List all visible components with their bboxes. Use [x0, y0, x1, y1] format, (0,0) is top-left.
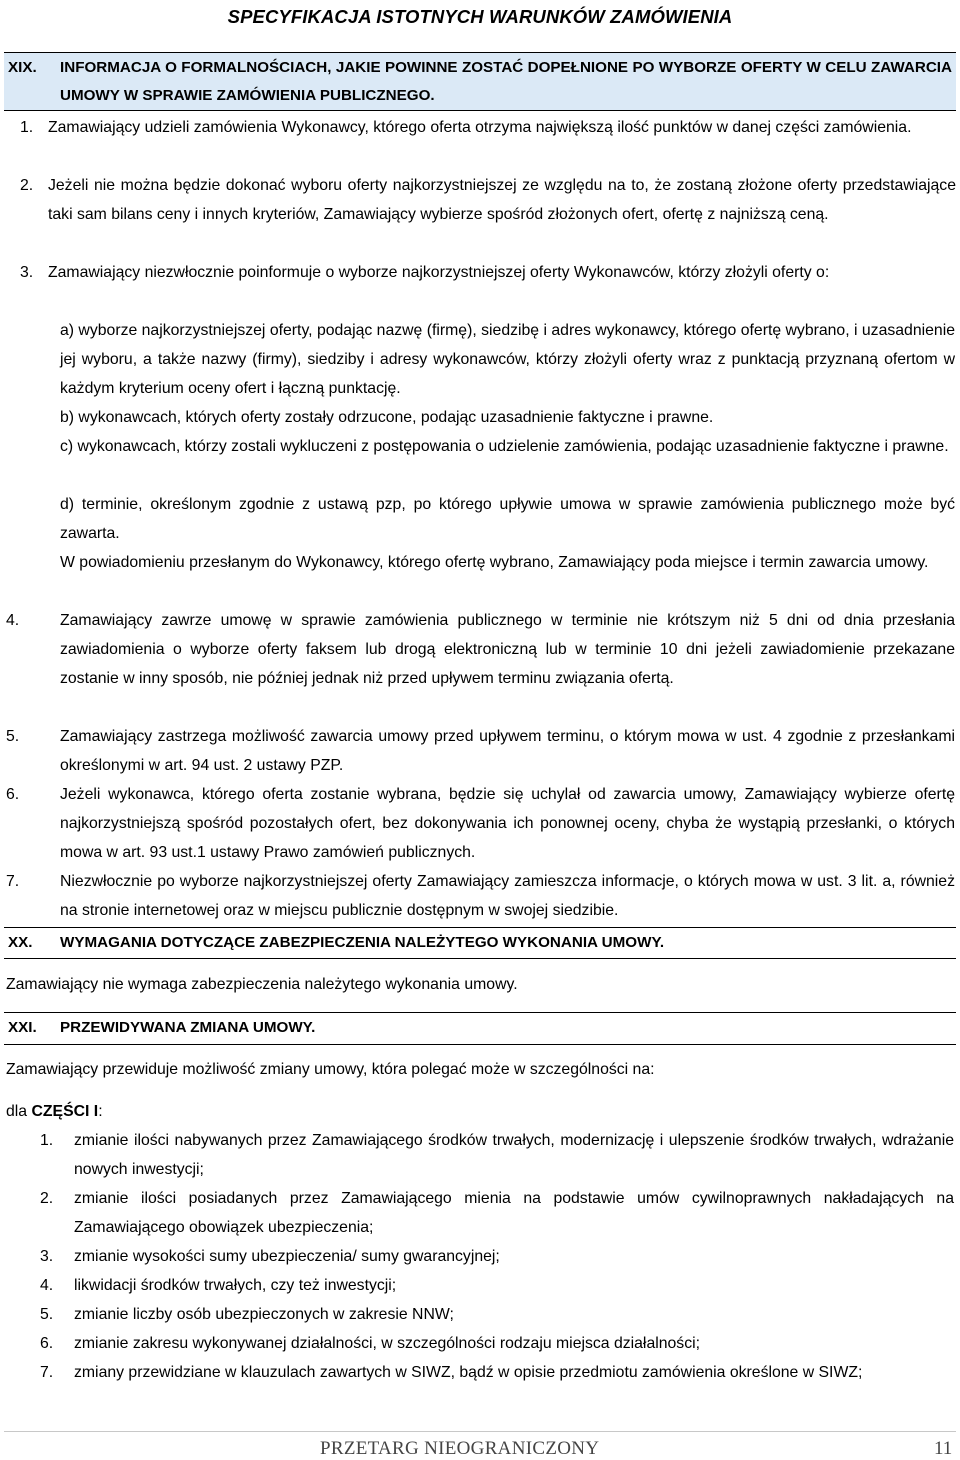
sub-item-b: b) wykonawcach, których oferty zostały odrzucone, podając uzasadnienie faktyczne i prawne. — [60, 409, 714, 426]
list-item — [20, 171, 956, 258]
list-item-text: likwidacji środków trwałych, czy też inwestycji; — [74, 1277, 397, 1294]
section-20-text: Zamawiający nie wymaga zabezpieczenia należytego wykonania umowy. — [6, 976, 518, 993]
list-item-number: 6. — [40, 1335, 54, 1352]
sub-item-c: c) wykonawcach, którzy zostali wykluczeni z postępowania o udzielenie zamówienia, podając uzasadnienie faktyczne i prawne. — [60, 438, 949, 455]
section-21-intro: Zamawiający przewiduje możliwość zmiany umowy, która polegać może w szczególności na: — [6, 1061, 655, 1078]
list-item-number: 2. — [20, 177, 34, 194]
list-item-number: 4. — [6, 612, 20, 629]
list-item — [40, 1126, 954, 1184]
list-item — [20, 258, 956, 316]
section-21-title: PRZEWIDYWANA ZMIANA UMOWY. — [60, 1019, 316, 1036]
list-item — [40, 1358, 954, 1416]
list-item-number: 3. — [20, 264, 34, 281]
list-item — [40, 1271, 954, 1300]
list-item-text: Jeżeli nie można będzie dokonać wyboru oferty najkorzystniejszej ze względu na to, że zostaną złożone oferty przedstawiające taki sam bilans ceny i innych kryteriów, Zamawiający wybierze spośród złożonych ofert, ofertę z najniższą ceną. — [48, 177, 956, 223]
list-item — [6, 722, 956, 780]
section-20-number: XX. — [8, 934, 33, 951]
list-item — [6, 867, 956, 925]
footer-label: PRZETARG NIEOGRANICZONY — [320, 1438, 600, 1459]
list-item-text: zmiany przewidziane w klauzulach zawartych w SIWZ, bądź w opisie przedmiotu zamówienia określone w SIWZ; — [74, 1364, 863, 1381]
section-20-title: WYMAGANIA DOTYCZĄCE ZABEZPIECZENIA NALEŻYTEGO WYKONANIA UMOWY. — [60, 934, 665, 951]
list-item-text: Niezwłocznie po wyborze najkorzystniejszej oferty Zamawiający zamieszcza informacje, o których mowa w ust. 3 lit. a, również na stronie internetowej oraz w miejscu publicznie dostępnym w swojej siedzibie. — [60, 873, 955, 919]
list-item-number: 3. — [40, 1248, 54, 1265]
section-19-title: INFORMACJA O FORMALNOŚCIACH, JAKIE POWINNE ZOSTAĆ DOPEŁNIONE PO WYBORZE OFERTY W CELU ZAWARCIA UMOWY W SPRAWIE ZAMÓWIENIA PUBLICZNEGO. — [60, 59, 952, 104]
list-item-text: zmianie ilości posiadanych przez Zamawiającego mienia na podstawie umów cywilnoprawnych nakładających na Zamawiającego obowiązek ubezpieczenia; — [74, 1190, 954, 1236]
part-label: dla CZĘŚCI I: — [6, 1103, 103, 1120]
list-item — [40, 1300, 954, 1329]
list-item-number: 1. — [40, 1132, 54, 1149]
list-item — [20, 113, 956, 171]
list-item-text: zmianie wysokości sumy ubezpieczenia/ sumy gwarancyjnej; — [74, 1248, 500, 1265]
list-item-number: 5. — [40, 1306, 54, 1323]
document-header-title: SPECYFIKACJA ISTOTNYCH WARUNKÓW ZAMÓWIENIA — [227, 6, 733, 27]
list-item — [40, 1242, 954, 1271]
list-item-number: 4. — [40, 1277, 54, 1294]
list-item-text: Jeżeli wykonawca, którego oferta zostanie wybrana, będzie się uchylał od zawarcia umowy, Zamawiający wybierze ofertę najkorzystniejszą spośród pozostałych ofert, bez dokonywania ich ponownej oceny, chyba że wystąpią przesłanki, o których mowa w art. 93 ust.1 ustawy Prawo zamówień publicznych. — [60, 786, 955, 861]
section-21-header — [4, 1012, 956, 1045]
part-label-bold: CZĘŚCI I — [31, 1103, 99, 1120]
list-item-number: 5. — [6, 728, 20, 745]
list-item — [40, 1184, 954, 1242]
list-item-text: Zamawiający udzieli zamówienia Wykonawcy, którego oferta otrzyma największą ilość punktów w danej części zamówienia. — [48, 119, 912, 136]
list-item — [6, 780, 956, 867]
list-item-number: 7. — [6, 873, 20, 890]
list-item-number: 6. — [6, 786, 20, 803]
section-19-header — [4, 52, 956, 111]
list-item-number: 1. — [20, 119, 34, 136]
list-item-number: 2. — [40, 1190, 54, 1207]
list-item-text: Zamawiający niezwłocznie poinformuje o wyborze najkorzystniejszej oferty Wykonawców, którzy złożyli oferty o: — [48, 264, 830, 281]
list-item-text: zmianie ilości nabywanych przez Zamawiającego środków trwałych, modernizację i ulepszenie środków trwałych, wdrażanie nowych inwestycji; — [74, 1132, 954, 1178]
list-item-text: Zamawiający zawrze umowę w sprawie zamówienia publicznego w terminie nie krótszym niż 5 dni od dnia przesłania zawiadomienia o wyborze oferty faksem lub drogą elektroniczną lub w terminie 10 dni jeżeli zawiadomienie przekazane zostanie w inny sposób, nie później jednak niż przed upływem terminu związania ofertą. — [60, 612, 955, 687]
list-item-text: Zamawiający zastrzega możliwość zawarcia umowy przed upływem terminu, o którym mowa w ust. 4 zgodnie z przesłankami określonymi w art. 94 ust. 2 ustawy PZP. — [60, 728, 955, 774]
list-item-text: zmianie zakresu wykonywanej działalności, w szczególności rodzaju miejsca działalności; — [74, 1335, 701, 1352]
list-item — [6, 606, 956, 722]
sub-item-note: W powiadomieniu przesłanym do Wykonawcy, którego ofertę wybrano, Zamawiający poda miejsce i termin zawarcia umowy. — [60, 554, 929, 571]
section-20-header — [4, 927, 956, 959]
sub-item-d: d) terminie, określonym zgodnie z ustawą pzp, po którego upływie umowa w sprawie zamówienia publicznego może być zawarta. — [60, 496, 955, 542]
page-number: 11 — [934, 1438, 953, 1459]
sub-item-a: a) wyborze najkorzystniejszej oferty, podając nazwę (firmę), siedzibę i adres wykonawcy, którego ofertę wybrano, i uzasadnienie jej wyboru, a także nazwy (firmy), siedziby i adresy wykonawców, którzy złożyli oferty wraz z punktacją przyznaną ofertom w każdym kryterium oceny ofert i łączną punktację. — [60, 322, 955, 397]
list-item-number: 7. — [40, 1364, 54, 1381]
footer-divider — [4, 1431, 956, 1432]
section-19-number: XIX. — [8, 59, 37, 76]
section-21-number: XXI. — [8, 1019, 37, 1036]
list-item-text: zmianie liczby osób ubezpieczonych w zakresie NNW; — [74, 1306, 454, 1323]
list-item — [40, 1329, 954, 1358]
